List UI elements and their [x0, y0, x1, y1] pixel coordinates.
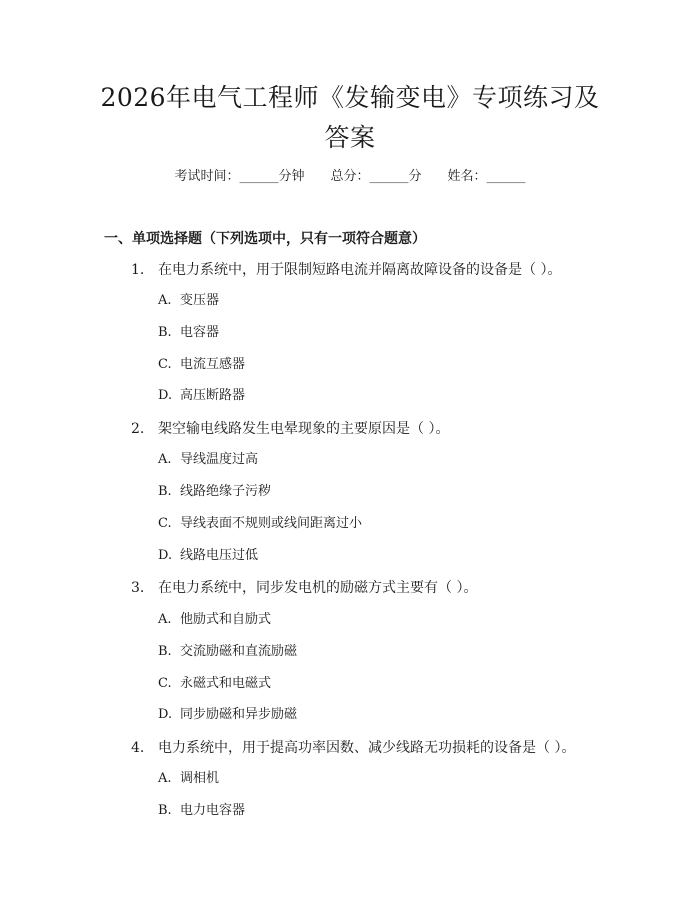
option-3d	[158, 705, 297, 725]
option-letter: D.	[158, 388, 173, 403]
option-1d	[158, 386, 245, 406]
time-label: 考试时间：	[174, 169, 240, 184]
name-blank: ______	[486, 169, 526, 184]
option-letter: B.	[158, 484, 172, 499]
score-label: 总分：	[330, 169, 370, 184]
option-2d	[158, 546, 258, 566]
option-3b	[158, 642, 297, 662]
option-letter: C.	[158, 357, 172, 372]
question-number: 3.	[131, 580, 145, 596]
option-letter: A.	[158, 612, 172, 627]
option-letter: D.	[158, 707, 173, 722]
option-2c	[158, 514, 362, 534]
option-1a	[158, 291, 219, 311]
option-text: 同步励磁和异步励磁	[180, 707, 298, 722]
option-text: 高压断路器	[180, 388, 246, 403]
option-3c	[158, 674, 271, 694]
question-text: 在电力系统中，同步发电机的励磁方式主要有（ ）。	[158, 580, 478, 596]
option-text: 导线温度过高	[180, 452, 259, 467]
option-3a	[158, 610, 271, 630]
option-4b	[158, 801, 245, 821]
option-2a	[158, 450, 258, 470]
option-1c	[158, 355, 245, 375]
option-4a	[158, 769, 219, 789]
option-letter: A.	[158, 293, 172, 308]
option-text: 他励式和自励式	[180, 612, 272, 627]
option-text: 调相机	[180, 771, 220, 786]
title-line-2: 答案	[324, 123, 376, 152]
score-blank: ______	[369, 169, 409, 184]
question-text: 架空输电线路发生电晕现象的主要原因是（ ）。	[158, 421, 450, 437]
question-1	[131, 259, 561, 281]
question-number: 1.	[131, 262, 145, 278]
time-unit: 分钟	[278, 169, 305, 184]
option-letter: C.	[158, 516, 172, 531]
option-text: 导线表面不规则或线间距离过小	[180, 516, 363, 531]
option-letter: A.	[158, 452, 172, 467]
option-text: 线路绝缘子污秽	[180, 484, 272, 499]
question-4	[131, 737, 575, 759]
question-number: 4.	[131, 740, 145, 756]
time-blank: ______	[239, 169, 279, 184]
document-title	[60, 78, 640, 158]
question-2	[131, 418, 449, 440]
question-text: 在电力系统中，用于限制短路电流并隔离故障设备的设备是（ ）。	[158, 262, 562, 278]
option-letter: B.	[158, 803, 172, 818]
option-letter: D.	[158, 548, 173, 563]
option-text: 电力电容器	[180, 803, 246, 818]
option-text: 线路电压过低	[180, 548, 259, 563]
section-title: 一、单项选择题（下列选项中，只有一项符合题意）	[104, 231, 426, 247]
option-1b	[158, 323, 219, 343]
option-text: 交流励磁和直流励磁	[180, 644, 298, 659]
option-letter: B.	[158, 325, 172, 340]
question-text: 电力系统中，用于提高功率因数、减少线路无功损耗的设备是（ ）。	[158, 740, 576, 756]
option-2b	[158, 482, 271, 502]
exam-meta	[0, 167, 700, 187]
option-text: 电容器	[180, 325, 220, 340]
option-letter: A.	[158, 771, 172, 786]
question-number: 2.	[131, 421, 145, 437]
name-label: 姓名：	[447, 169, 487, 184]
score-unit: 分	[408, 169, 422, 184]
title-line-1: 2026年电气工程师《发输变电》专项练习及	[100, 83, 600, 112]
question-3	[131, 577, 477, 599]
option-text: 永磁式和电磁式	[180, 676, 272, 691]
option-letter: C.	[158, 676, 172, 691]
option-text: 电流互感器	[180, 357, 246, 372]
option-text: 变压器	[180, 293, 220, 308]
option-letter: B.	[158, 644, 172, 659]
